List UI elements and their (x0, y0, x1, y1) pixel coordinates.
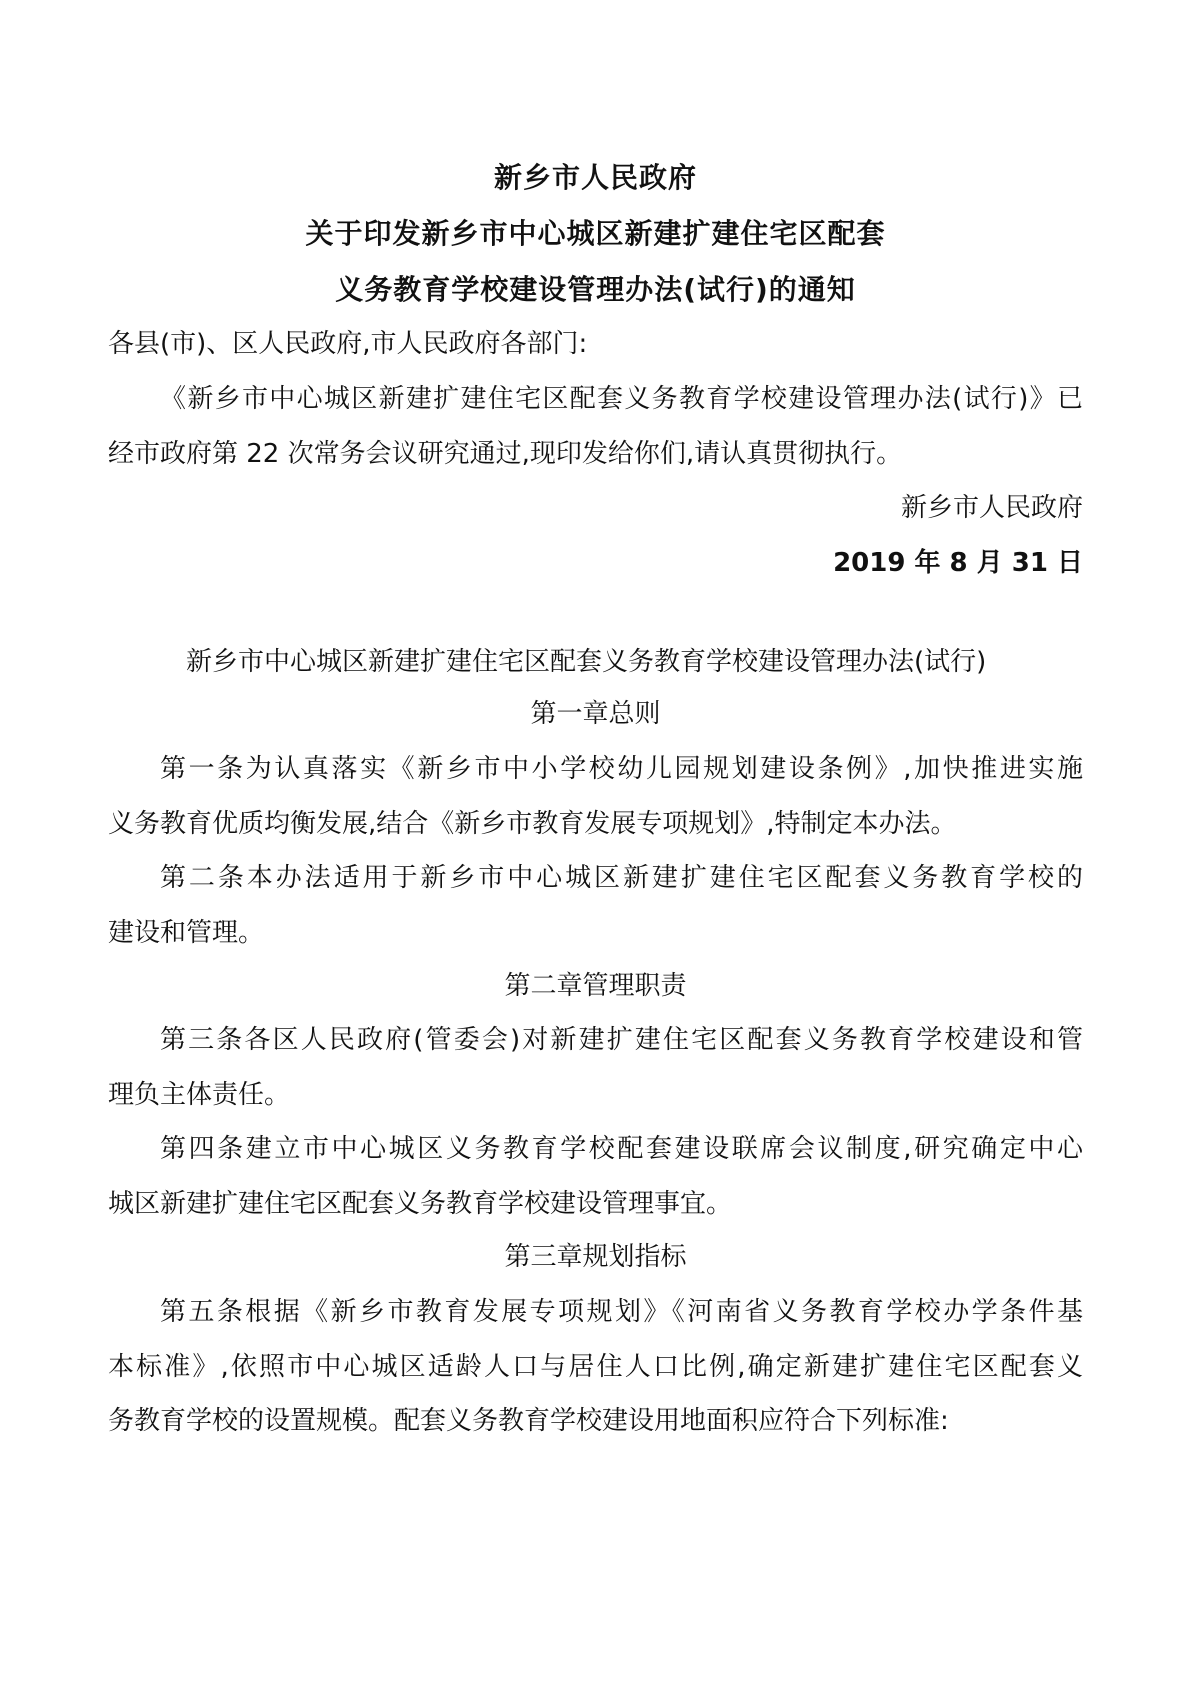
notice-title-line-2: 关于印发新乡市中心城区新建扩建住宅区配套 (305, 217, 886, 250)
notice-body-line-1: 《新乡市中心城区新建扩建住宅区配套义务教育学校建设管理办法(试行)》已 (160, 384, 1083, 414)
chapter-3-heading: 第三章规划指标 (504, 1242, 687, 1272)
article-5-line-1: 第五条根据《新乡市教育发展专项规划》《河南省义务教育学校办学条件基 (160, 1297, 1083, 1327)
chapter-2-heading: 第二章管理职责 (504, 971, 687, 1001)
article-5-line-3: 务教育学校的设置规模。配套义务教育学校建设用地面积应符合下列标准: (108, 1406, 949, 1436)
article-3-line-2: 理负主体责任。 (108, 1080, 291, 1110)
notice-title-line-3: 义务教育学校建设管理办法(试行)的通知 (335, 273, 856, 306)
article-2-line-1: 第二条本办法适用于新乡市中心城区新建扩建住宅区配套义务教育学校的 (160, 863, 1083, 893)
issue-date: 2019 年 8 月 31 日 (833, 548, 1083, 578)
article-4-line-2: 城区新建扩建住宅区配套义务教育学校建设管理事宜。 (108, 1189, 733, 1219)
notice-title-line-1: 新乡市人民政府 (493, 161, 697, 194)
article-2-line-2: 建设和管理。 (108, 918, 265, 948)
issuer-signature: 新乡市人民政府 (900, 493, 1083, 523)
salutation: 各县(市)、区人民政府,市人民政府各部门: (108, 329, 588, 359)
measures-title: 新乡市中心城区新建扩建住宅区配套义务教育学校建设管理办法(试行) (186, 647, 987, 677)
article-4-line-1: 第四条建立市中心城区义务教育学校配套建设联席会议制度,研究确定中心 (160, 1134, 1083, 1164)
notice-body-line-2: 经市政府第 22 次常务会议研究通过,现印发给你们,请认真贯彻执行。 (108, 439, 903, 469)
chapter-1-heading: 第一章总则 (530, 699, 661, 729)
article-1-line-1: 第一条为认真落实《新乡市中小学校幼儿园规划建设条例》,加快推进实施 (160, 754, 1083, 784)
article-3-line-1: 第三条各区人民政府(管委会)对新建扩建住宅区配套义务教育学校建设和管 (160, 1025, 1083, 1055)
article-5-line-2: 本标准》,依照市中心城区适龄人口与居住人口比例,确定新建扩建住宅区配套义 (108, 1352, 1083, 1382)
article-1-line-2: 义务教育优质均衡发展,结合《新乡市教育发展专项规划》,特制定本办法。 (108, 809, 957, 839)
